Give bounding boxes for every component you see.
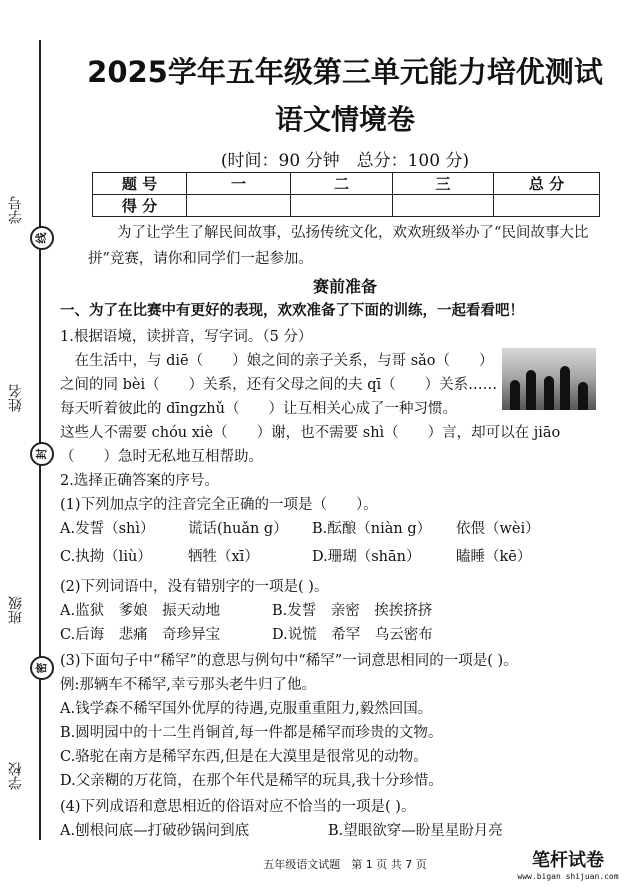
binding-line: [39, 40, 41, 840]
q2-2-option: B.发誓 亲密 挨挨挤挤: [272, 603, 433, 619]
part1-heading: 一、为了在比赛中有更好的表现，欢欢准备了下面的训练，一起看看吧！: [60, 303, 524, 319]
seal-seal-mark: 封: [30, 442, 54, 466]
q2-3-example: 例:那辆车不稀罕,幸亏那头老牛归了他。: [60, 677, 316, 693]
score-table: [92, 172, 600, 217]
q2-3-option: D.父亲糊的万花筒，在那个年代是稀罕的玩具,我十分珍惜。: [60, 773, 443, 789]
silhouette-figure: [578, 382, 588, 410]
page-footer: 五年级语文试题 第 1 页 共 7 页: [263, 858, 427, 871]
silhouette-figure: [526, 370, 536, 410]
q2-3-stem: (3)下面句子中“稀罕”的意思与例句中“稀罕”一词意思相同的一项是( )。: [60, 653, 518, 669]
binding-margin: [0, 0, 58, 890]
exam-subtitle: 语文情境卷: [274, 103, 415, 136]
q2-2-option: D.说慌 希罕 乌云密布: [272, 627, 433, 643]
q1-line: （ ）急时无私地互相帮助。: [60, 449, 263, 465]
q2-1-option: A.发誓（shì）: [60, 521, 155, 537]
score-input-cell[interactable]: [187, 195, 291, 217]
exam-meta: (时间：90 分钟 总分：100 分): [220, 151, 470, 171]
exam-title: 2025学年五年级第三单元能力培优测试: [87, 55, 603, 89]
school-label: 学校: [8, 762, 24, 790]
score-input-cell[interactable]: [494, 195, 600, 217]
score-input-cell[interactable]: [393, 195, 494, 217]
q2-1-option: 依偎（wèi）: [456, 521, 540, 537]
q2-4-option: A.刨根问底—打破砂锅问到底: [60, 823, 250, 839]
q2-4-stem: (4)下列成语和意思相近的俗语对应不恰当的一项是( )。: [60, 799, 416, 815]
score-table-header-row: [93, 173, 600, 195]
q2-4-option: B.望眼欲穿—盼星星盼月亮: [328, 823, 503, 839]
q1-title: 1.根据语境，读拼音，写字词。（5 分）: [60, 329, 313, 345]
score-table-row: [93, 195, 600, 217]
q2-1-option: 瞌睡（kē）: [456, 549, 532, 565]
name-label: 姓名: [8, 384, 24, 412]
section-title: 赛前准备: [312, 277, 377, 296]
q2-2-stem: (2)下列词语中，没有错别字的一项是( )。: [60, 579, 329, 595]
q2-2-option: C.后诲 悲痛 奇珍异宝: [60, 627, 221, 643]
score-header-cell: 题 号: [93, 173, 187, 195]
seal-line-mark: 线: [30, 226, 54, 250]
q2-3-option: A.钱学森不稀罕国外优厚的待遇,克服重重阻力,毅然回国。: [60, 701, 433, 717]
silhouette-figure: [560, 366, 570, 410]
q2-3-option: C.骆驼在南方是稀罕东西,但是在大漠里是很常见的动物。: [60, 749, 428, 765]
score-header-cell: 三: [393, 173, 494, 195]
q2-1-option: 牺牲（xī）: [188, 549, 259, 565]
brand-name: 笔杆试卷: [532, 850, 604, 871]
seal-secret-mark: 密: [30, 656, 54, 680]
q2-1-option: 谎话(huǎn g）: [188, 521, 288, 537]
q2-title: 2.选择正确答案的序号。: [60, 473, 219, 489]
q2-1-option: B.酝酿（niàn g）: [312, 521, 432, 537]
score-input-cell[interactable]: [291, 195, 393, 217]
score-row-label: 得 分: [93, 195, 187, 217]
q1-line: 在生活中，与 diē（ ）娘之间的亲子关系，与哥 sǎo（ ）: [60, 353, 494, 369]
q1-line: 每天听着彼此的 dīngzhǔ（ ）让互相关心成了一种习惯。: [60, 401, 457, 417]
class-label: 班级: [8, 596, 24, 624]
brand-url: www.bigan shijuan.com: [517, 872, 619, 881]
q2-3-option: B.圆明园中的十二生肖铜首,每一件都是稀罕而珍贵的文物。: [60, 725, 443, 741]
student-id-label: 学号: [8, 196, 24, 224]
q2-1-option: D.珊瑚（shān）: [312, 549, 421, 565]
score-header-cell: 总 分: [494, 173, 600, 195]
q1-line: 之间的同 bèi（ ）关系，还有父母之间的夫 qī（ ）关系……: [60, 377, 498, 393]
family-silhouette-photo: [502, 348, 596, 410]
brand-watermark: [508, 846, 628, 881]
score-header-cell: 一: [187, 173, 291, 195]
q1-line: 这些人不需要 chóu xiè（ ）谢，也不需要 shì（ ）言，却可以在 jiāo: [60, 425, 561, 441]
score-header-cell: 二: [291, 173, 393, 195]
q2-1-option: C.执拗（liù）: [60, 549, 152, 565]
q2-1-stem: (1)下列加点字的注音完全正确的一项是（ ）。: [60, 497, 378, 513]
silhouette-figure: [510, 380, 520, 410]
q2-2-option: A.监狱 爹娘 振天动地: [60, 603, 221, 619]
silhouette-figure: [544, 376, 554, 410]
intro-paragraph: 为了让学生了解民间故事，弘扬传统文化，欢欢班级举办了“民间故事大比拼”竞赛，请你和同学们一起参加。: [88, 225, 589, 267]
